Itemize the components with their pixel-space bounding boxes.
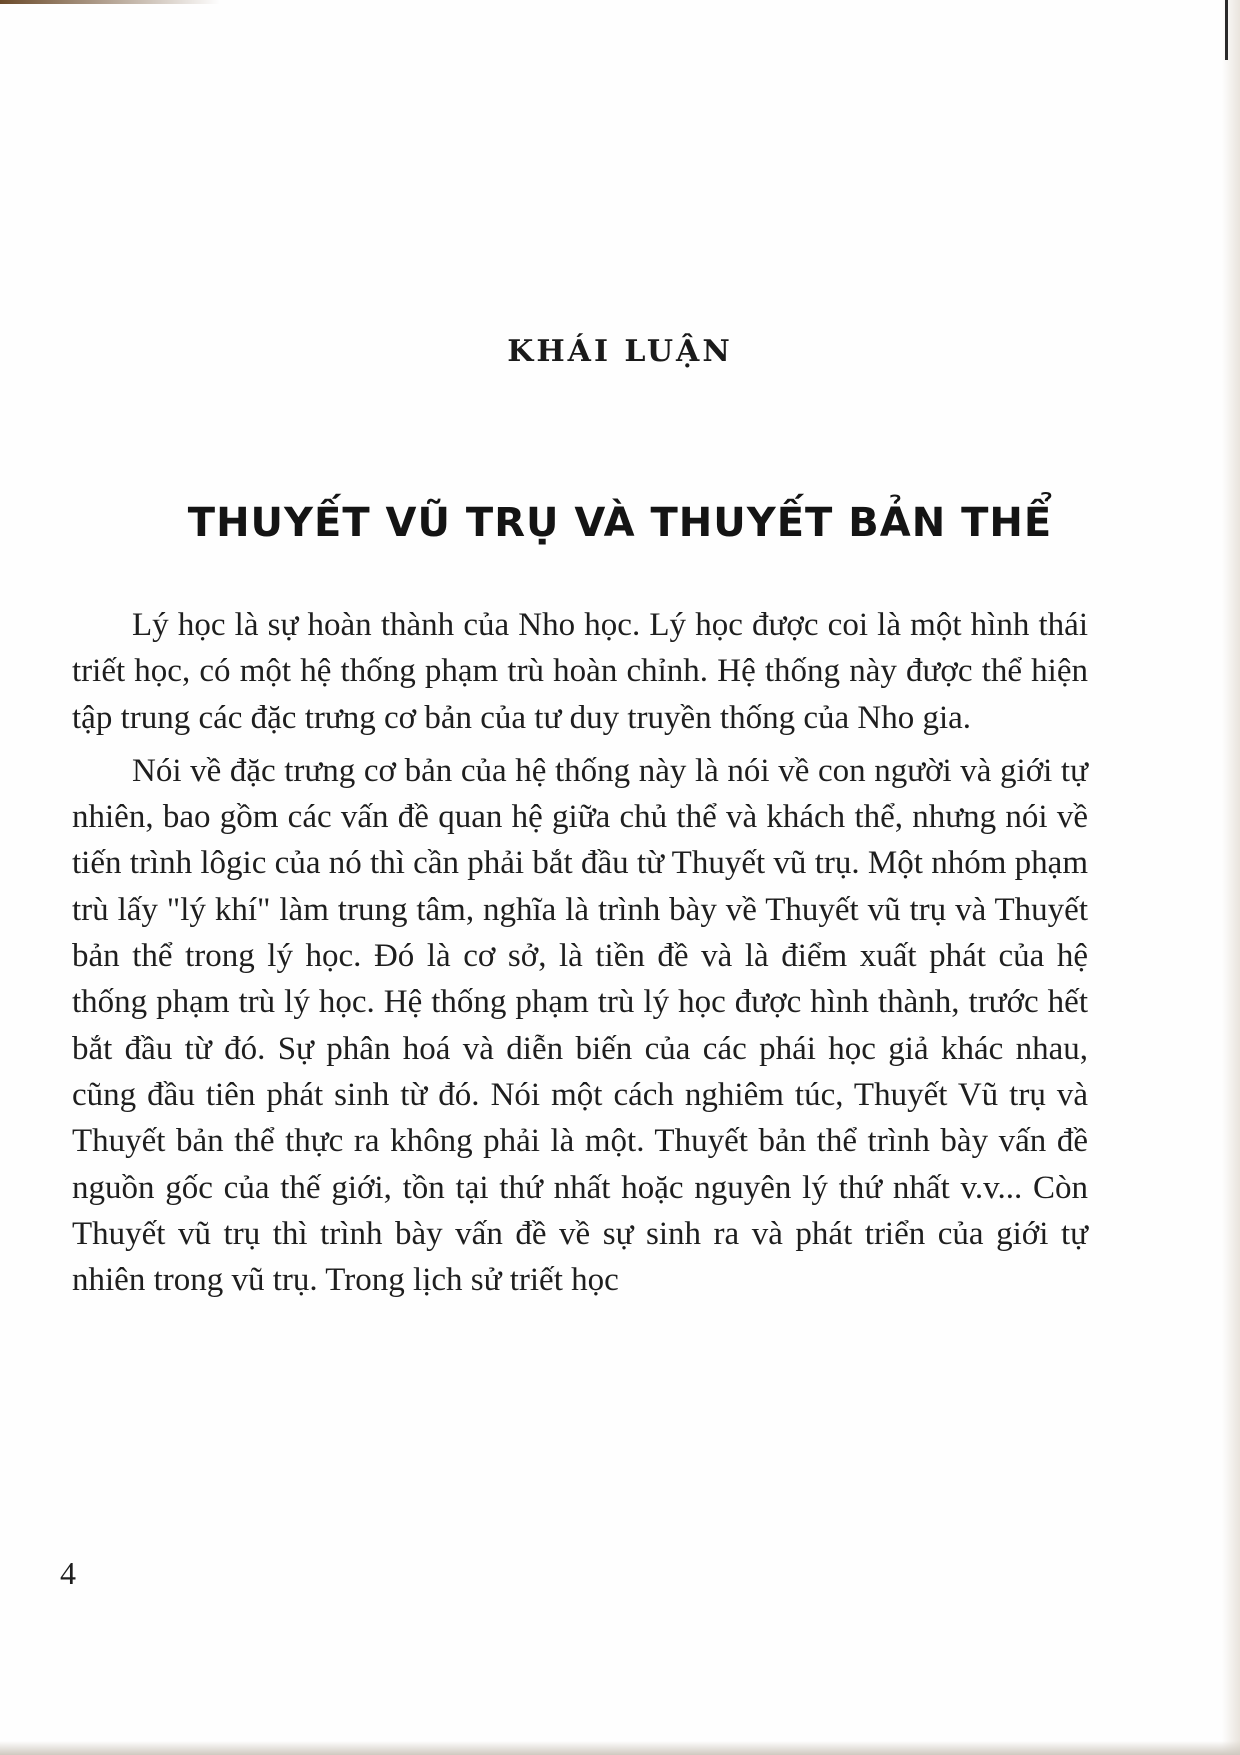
scan-edge-right xyxy=(1222,0,1240,1755)
body-text xyxy=(72,602,1088,1310)
page-number: 4 xyxy=(60,1555,76,1591)
paragraph-1: Lý học là sự hoàn thành của Nho học. Lý học được coi là một hình thái triết học, có một hệ thống phạm trù hoàn chỉnh. Hệ thống này được thể hiện tập trung các đặc trưng cơ bản của tư duy truyền thống của Nho gia. xyxy=(72,607,1088,736)
scan-edge-mark xyxy=(1225,0,1228,60)
scan-edge-top xyxy=(0,0,220,4)
chapter-label: KHÁI LUẬN xyxy=(507,334,733,369)
chapter-title: THUYẾT VŨ TRỤ VÀ THUYẾT BẢN THỂ xyxy=(187,500,1053,546)
paragraph-2: Nói về đặc trưng cơ bản của hệ thống này là nói về con người và giới tự nhiên, bao gồm các vấn đề quan hệ giữa chủ thể và khách thể, nhưng nói về tiến trình lôgic của nó thì cần phải bắt đầu từ Thuyết vũ trụ. Một nhóm phạm trù lấy "lý khí" làm trung tâm, nghĩa là trình bày về Thuyết vũ trụ và Thuyết bản thể trong lý học. Đó là cơ sở, là tiền đề và là điểm xuất phát của hệ thống phạm trù lý học. Hệ thống phạm trù lý học được hình thành, trước hết bắt đầu từ đó. Sự phân hoá và diễn biến của các phái học giả khác nhau, cũng đầu tiên phát sinh từ đó. Nói một cách nghiêm túc, Thuyết Vũ trụ và Thuyết bản thể thực ra không phải là một. Thuyết bản thể trình bày vấn đề nguồn gốc của thế giới, tồn tại thứ nhất hoặc nguyên lý thứ nhất v.v... Còn Thuyết vũ trụ thì trình bày vấn đề về sự sinh ra và phát triển của giới tự nhiên trong vũ trụ. Trong lịch sử triết học xyxy=(72,752,1088,1299)
scan-edge-bottom xyxy=(0,1741,1240,1755)
